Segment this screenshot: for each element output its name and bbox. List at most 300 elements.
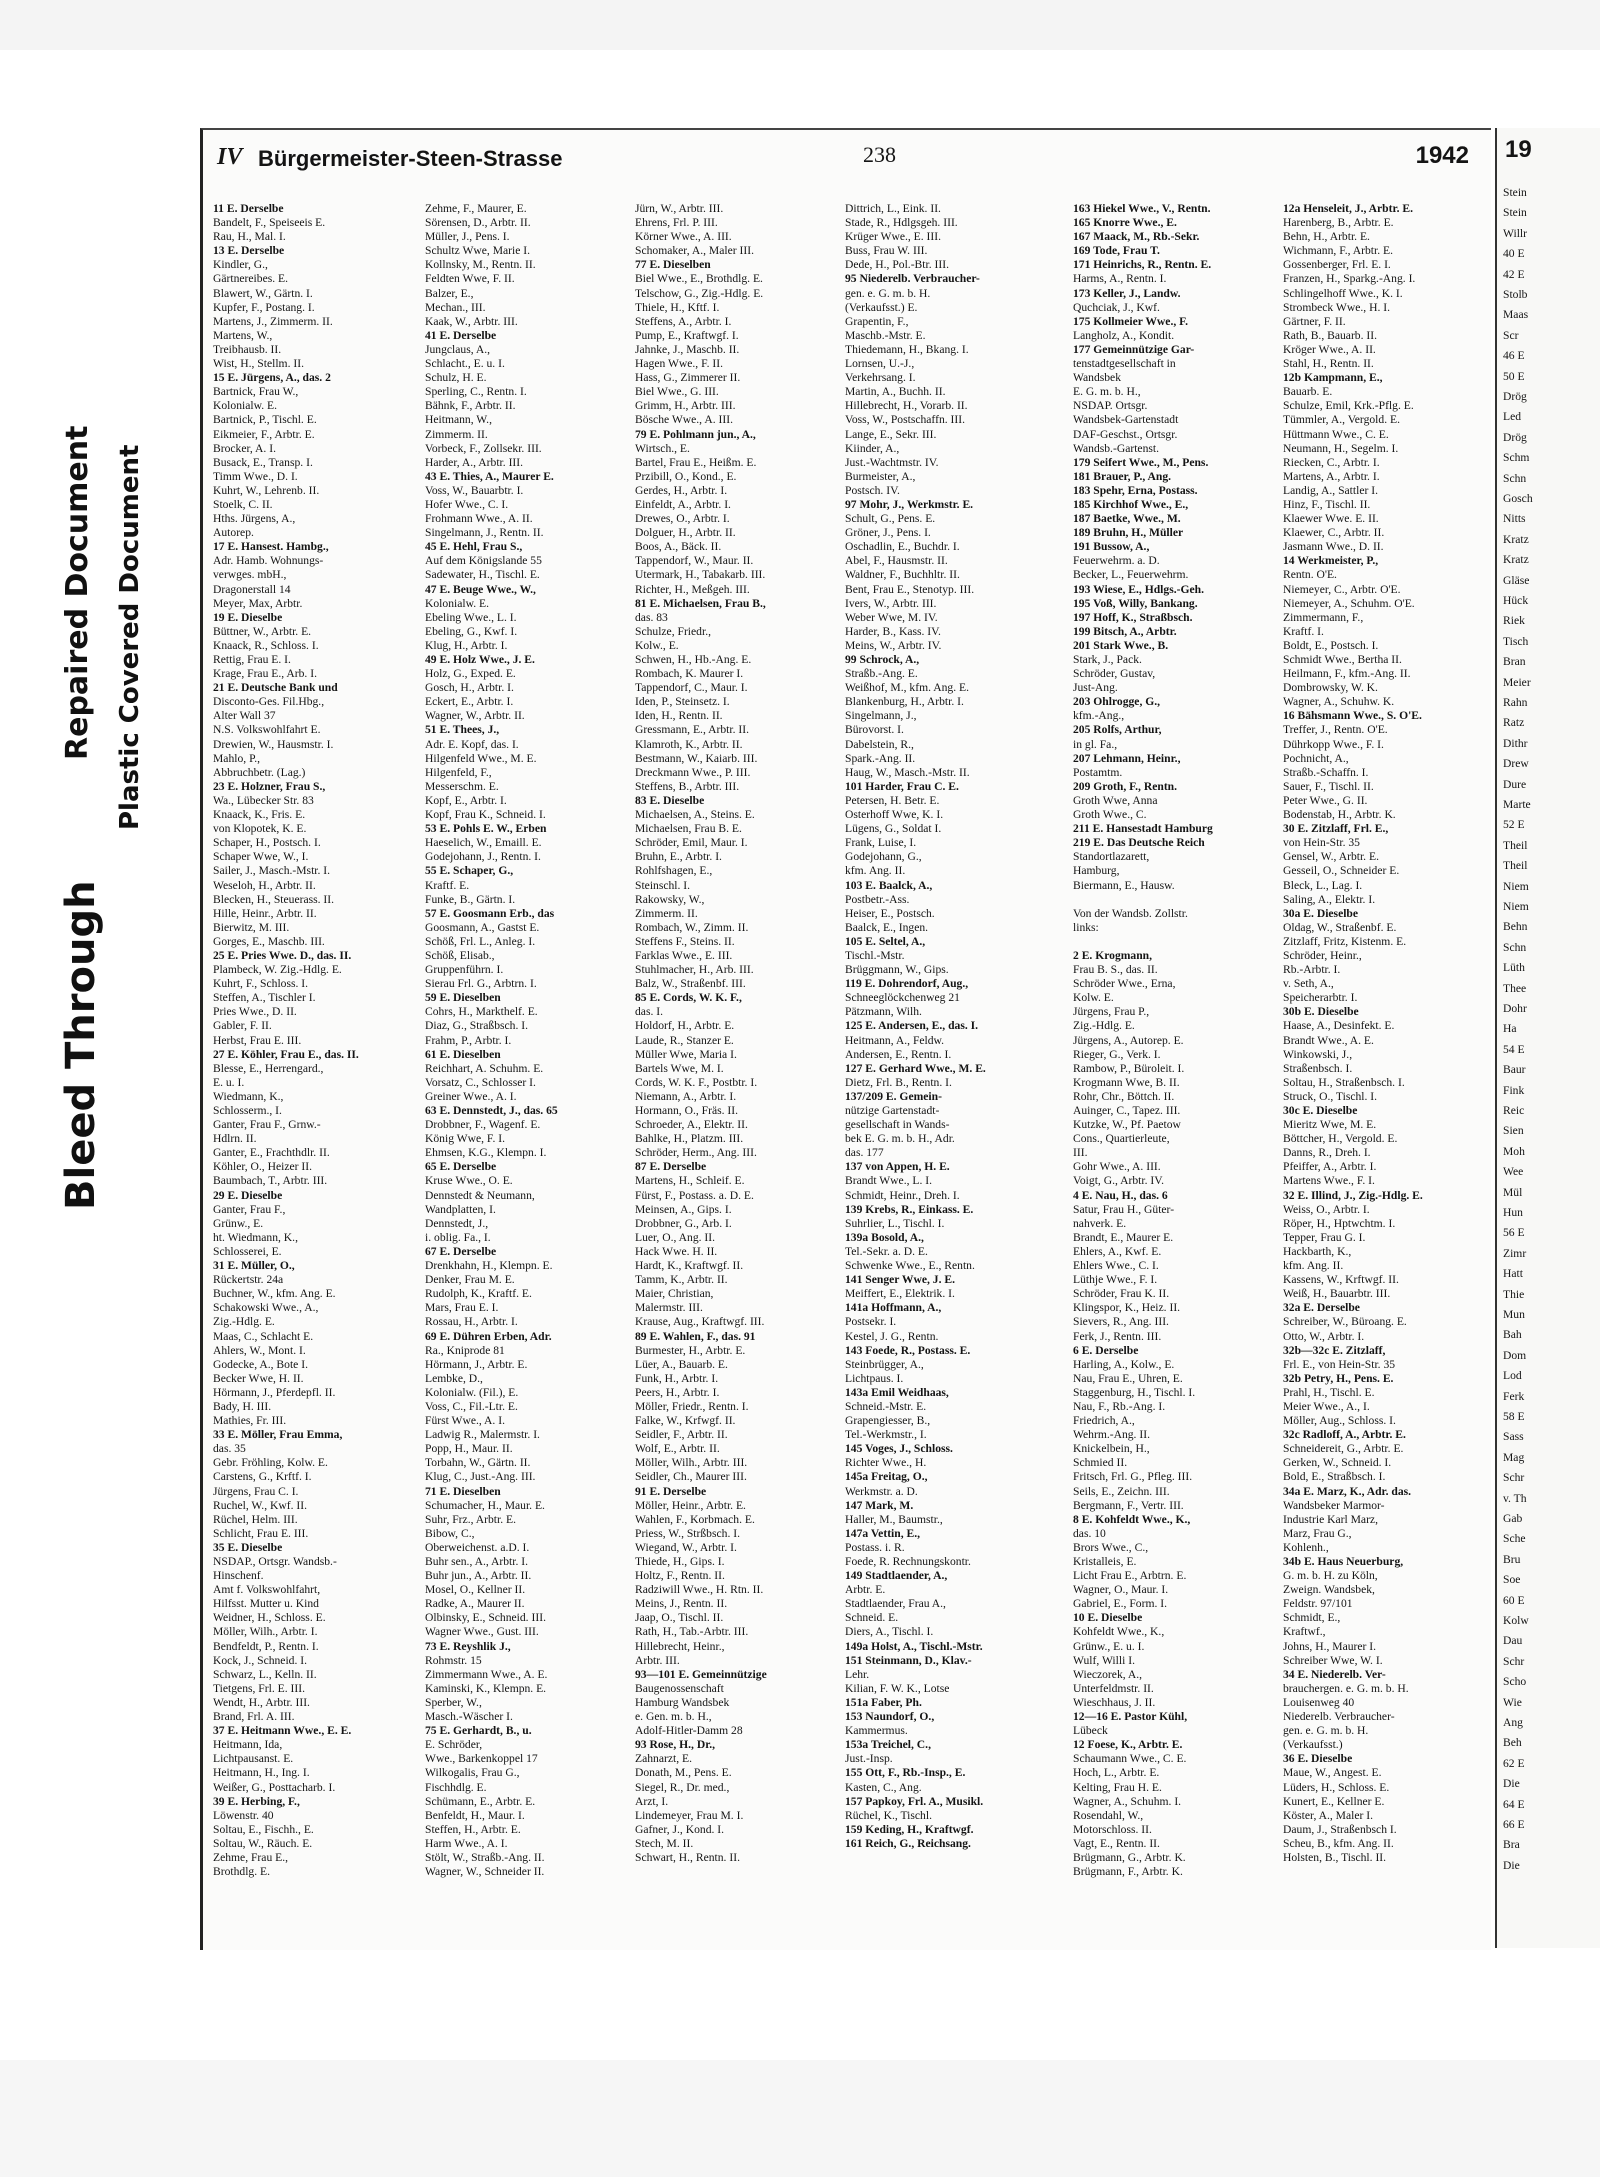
adjacent-page-fragment: Bah	[1503, 1328, 1522, 1342]
entry-line: Lindemeyer, Frau M. I.	[635, 1808, 744, 1822]
entry-line: Wist, H., Stellm. II.	[213, 357, 304, 371]
entry-line: Jasmann Wwe., D. II.	[1283, 540, 1384, 554]
entry-line: Wandplatten, I.	[425, 1202, 496, 1216]
entry-line: in gl. Fa.,	[1073, 737, 1118, 751]
entry-line: Lange, E., Sekr. III.	[845, 427, 937, 441]
entry-line: Reichhart, A. Schuhm. E.	[425, 1061, 544, 1075]
entry-line: 161 Reich, G., Reichsang.	[845, 1836, 971, 1850]
entry-line: 177 Gemeinnützige Gar-	[1073, 342, 1195, 356]
entry-line: Radziwill Wwe., H. Rtn. II.	[635, 1583, 764, 1597]
entry-line: Cons., Quartierleute,	[1073, 1132, 1170, 1146]
entry-line: Falke, W., Krfwgf. II.	[635, 1414, 736, 1428]
entry-line: Möller, Aug., Schloss. I.	[1283, 1414, 1396, 1428]
adjacent-page-fragment: Schn	[1503, 940, 1527, 954]
entry-line: Hackbarth, K.,	[1283, 1244, 1352, 1258]
entry-line: 34b E. Haus Neuerburg,	[1283, 1555, 1404, 1568]
entry-line: Wehrm.-Ang. II.	[1073, 1428, 1150, 1442]
entry-line: Cords, W. K. F., Postbtr. I.	[635, 1075, 758, 1089]
entry-line: Dabelstein, R.,	[845, 737, 914, 751]
entry-line: Heitmann, H., Ing. I.	[213, 1766, 310, 1780]
entry-line: Gossenberger, Frl. E. I.	[1283, 258, 1391, 272]
entry-line: Martens, A., Arbtr. I.	[1283, 469, 1380, 483]
entry-line: Richter, H., Meßgeh. III.	[635, 582, 750, 596]
entry-line: Gerken, W., Schneid. I.	[1283, 1456, 1392, 1470]
entry-line: 171 Heinrichs, R., Rentn. E.	[1073, 258, 1212, 272]
entry-line: Eckert, E., Arbtr. I.	[425, 695, 514, 709]
entry-line: Mars, Frau E. I.	[425, 1301, 499, 1315]
adjacent-page-fragment: 66 E	[1503, 1818, 1525, 1831]
entry-line: König Wwe, F. I.	[425, 1132, 506, 1146]
entry-line: Möller, Friedr., Rentn. I.	[635, 1399, 749, 1413]
entry-line: 43 E. Thies, A., Maurer E.	[425, 469, 554, 483]
entry-line: 157 Papkoy, Frl. A., Musikl.	[845, 1794, 984, 1808]
entry-line: Zehme, F., Maurer, E.	[425, 202, 527, 215]
adjacent-page-fragment: Die	[1503, 1858, 1520, 1872]
entry-line: Brügmann, F., Arbtr. K.	[1073, 1865, 1183, 1879]
entry-line: Kohfeldt Wwe., K.,	[1073, 1625, 1165, 1639]
entry-line: i. oblig. Fa., I.	[425, 1230, 491, 1244]
entry-line: Vorsatz, C., Schlosser I.	[425, 1075, 536, 1089]
entry-line: Iden, P., Steinsetz. I.	[635, 695, 730, 709]
entry-line: Schmidt, E.,	[1283, 1611, 1341, 1625]
entry-line: Abel, F., Hausmstr. II.	[845, 554, 948, 568]
entry-line: Thiede, H., Gips. I.	[635, 1555, 725, 1568]
entry-line: 16 Bähsmann Wwe., S. O'E.	[1283, 709, 1422, 723]
entry-line: 34 E. Niederelb. Ver-	[1283, 1667, 1386, 1681]
entry-line: N.S. Volkswohlfahrt E.	[213, 723, 321, 737]
entry-line: Riecken, C., Arbtr. I.	[1283, 455, 1380, 469]
directory-page	[200, 128, 1491, 1950]
adjacent-page-fragment: Reic	[1503, 1104, 1525, 1117]
entry-line: 30 E. Zitzlaff, Frl. E.,	[1283, 822, 1389, 836]
entry-line: Kelting, Frau H. E.	[1073, 1780, 1162, 1794]
entry-line: Pump, E., Kraftwgf. I.	[635, 328, 739, 342]
entry-line: 23 E. Holzner, Frau S.,	[213, 779, 326, 793]
entry-line: Schröder Wwe., Erna,	[1073, 977, 1176, 991]
entry-line: 179 Seifert Wwe., M., Pens.	[1073, 455, 1209, 469]
adjacent-page-fragment: 62 E	[1503, 1756, 1525, 1770]
entry-line: Köhler, O., Heizer II.	[213, 1160, 313, 1174]
entry-line: Stuhlmacher, H., Arb. III.	[635, 963, 754, 977]
entry-line: Soltau, E., Fischh., E.	[213, 1822, 314, 1836]
entry-line: Brand, Frl. A. III.	[213, 1710, 295, 1724]
adjacent-page-fragment: Sass	[1503, 1430, 1524, 1444]
entry-line: Wwe., Barkenkoppel 17	[425, 1752, 538, 1766]
entry-line: Marz, Frau G.,	[1283, 1526, 1352, 1540]
entry-line: Bady, H. III.	[213, 1399, 272, 1413]
entry-line: Funke, B., Gärtn. I.	[425, 892, 516, 906]
entry-line: Denker, Frau M. E.	[425, 1273, 515, 1287]
entry-line: 101 Harder, Frau C. E.	[845, 779, 959, 793]
entry-line: Klug, C., Just.-Ang. III.	[425, 1470, 536, 1484]
entry-line: 37 E. Heitmann Wwe., E. E.	[213, 1724, 352, 1738]
entry-line: Dombrowsky, W. K.	[1283, 681, 1378, 695]
entry-line: Langholz, A., Kondit.	[1073, 328, 1175, 342]
entry-line: 153 Naundorf, O.,	[845, 1710, 935, 1724]
entry-line: Tel.-Werkmstr., I.	[845, 1428, 927, 1442]
entry-line: Satur, Frau H., Güter-	[1073, 1202, 1175, 1216]
entry-line: Tietgens, Frl. E. III.	[213, 1681, 305, 1695]
entry-line: 105 E. Seltel, A.,	[845, 934, 926, 948]
adjacent-page-fragment: 40 E	[1503, 247, 1525, 261]
entry-line: Busack, E., Transp. I.	[213, 455, 313, 469]
entry-line: Michaelsen, Frau B. E.	[635, 822, 742, 836]
entry-line: Seidler, F., Arbtr. II.	[635, 1428, 728, 1442]
entry-line: Foede, R. Rechnungskontr.	[845, 1555, 971, 1568]
entry-line: das. 177	[845, 1146, 884, 1160]
entry-line: Schneidereit, G., Arbtr. E.	[1283, 1442, 1404, 1456]
entry-line: 73 E. Reyshlik J.,	[425, 1639, 511, 1653]
entry-line: Steinschl. I.	[635, 878, 691, 892]
entry-line: 30c E. Dieselbe	[1283, 1104, 1358, 1117]
entry-line: 85 E. Cords, W. K. F.,	[635, 991, 742, 1005]
entry-line: Staggenburg, H., Tischl. I.	[1073, 1385, 1196, 1399]
entry-line: Schwenke Wwe., E., Rentn.	[845, 1259, 975, 1273]
entry-line: Hths. Jürgens, A.,	[213, 512, 296, 526]
entry-line: Haug, W., Masch.-Mstr. II.	[845, 765, 970, 779]
entry-line: Böttcher, H., Vergold. E.	[1283, 1132, 1398, 1146]
entry-line: 31 E. Müller, O.,	[213, 1259, 295, 1273]
entry-line: 181 Brauer, P., Ang.	[1073, 469, 1172, 483]
entry-line: Kuhrt, F., Schloss. I.	[213, 977, 309, 991]
entry-line: Wiegand, W., Arbtr. I.	[635, 1540, 737, 1554]
entry-line: Oberweichenst. a.D. I.	[425, 1540, 530, 1554]
entry-line: Von der Wandsb. Zollstr.	[1073, 906, 1188, 920]
entry-line: Stade, R., Hdlgsgeh. III.	[845, 216, 958, 230]
section-number: IV	[217, 144, 243, 170]
entry-line: Schroeder, A., Elektr. II.	[635, 1118, 748, 1132]
entry-line: Holz, G., Exped. E.	[425, 667, 516, 681]
entry-line: Dede, H., Pol.-Btr. III.	[845, 258, 950, 272]
entry-line: Maas, C., Schlacht E.	[213, 1329, 314, 1343]
entry-line: Zimmermann, F.,	[1283, 610, 1364, 624]
entry-line: Kuhrt, W., Lehrenb. II.	[213, 483, 320, 497]
entry-line: 145 Voges, J., Schloss.	[845, 1442, 953, 1456]
page-number: 238	[863, 142, 896, 167]
adjacent-page-fragment: Hück	[1503, 594, 1529, 607]
entry-line: Lembke, D.,	[425, 1371, 483, 1385]
entry-line: Niederelb. Verbraucher-	[1283, 1710, 1395, 1724]
entry-line: Struck, O., Tischl. I.	[1283, 1089, 1378, 1103]
entry-line: 12—16 E. Pastor Kühl,	[1073, 1710, 1188, 1724]
entry-line: Priess, W., Strßbsch. I.	[635, 1526, 740, 1540]
entry-line: Franzen, H., Sparkg.-Ang. I.	[1283, 272, 1416, 286]
entry-line: 99 Schrock, A.,	[845, 653, 920, 666]
entry-line: Dittrich, L., Eink. II.	[845, 202, 941, 215]
entry-line: Wandsbeker Marmor-	[1283, 1498, 1385, 1512]
entry-line: Ehmsen, K.G., Klempn. I.	[425, 1146, 547, 1160]
adjacent-page-fragment: Gläse	[1503, 573, 1530, 587]
adjacent-page-fragment: 42 E	[1503, 267, 1525, 281]
entry-line: Drewien, W., Hausmstr. I.	[213, 737, 334, 751]
entry-line: 119 E. Dohrendorf, Aug.,	[845, 977, 969, 991]
adjacent-page-fragment: v. Th	[1503, 1491, 1527, 1505]
entry-line: 33 E. Möller, Frau Emma,	[213, 1428, 343, 1442]
adjacent-page-fragment: Thee	[1503, 981, 1527, 995]
entry-line: Iden, H., Rentn. II.	[635, 709, 723, 723]
entry-line: 12b Kampmann, E.,	[1283, 371, 1383, 385]
entry-line: Heitmann, W.,	[425, 413, 492, 427]
entry-line: Ganter, Frau F.,	[213, 1202, 286, 1216]
entry-column	[845, 202, 1063, 1942]
entry-line: 19 E. Dieselbe	[213, 610, 283, 624]
entry-line: Sperber, W.,	[425, 1695, 482, 1709]
entry-line: 63 E. Dennstedt, J., das. 65	[425, 1104, 558, 1117]
entry-line: Masch.-Wäscher I.	[425, 1710, 513, 1724]
entry-line: Kestel, J. G., Rentn.	[845, 1329, 939, 1343]
entry-line: DAF-Geschst., Ortsgr.	[1073, 427, 1178, 441]
entry-line: Harm Wwe., A. I.	[425, 1836, 508, 1850]
entry-line: 53 E. Pohls E. W., Erben	[425, 822, 547, 836]
adjacent-page-fragment: Niem	[1503, 900, 1529, 913]
entry-line: Wandsbek	[1073, 371, 1122, 385]
entry-line: Luer, O., Ang. II.	[635, 1230, 716, 1244]
entry-line: Ladwig R., Malermstr. I.	[425, 1428, 540, 1442]
entry-line: 125 E. Andersen, E., das. I.	[845, 1019, 979, 1033]
entry-line: Bandelt, F., Speiseeis E.	[213, 216, 326, 230]
entry-line: Heiser, E., Postsch.	[845, 906, 935, 920]
entry-line: Dennstedt, J.,	[425, 1216, 489, 1230]
adjacent-page-fragment: Kratz	[1503, 532, 1529, 546]
entry-line: Rohmstr. 15	[425, 1653, 482, 1667]
adjacent-page-fragment: Led	[1503, 410, 1522, 424]
entry-line: Postsch. IV.	[845, 483, 900, 497]
entry-line: Danns, R., Dreh. I.	[1283, 1146, 1371, 1160]
entry-line: 93—101 E. Gemeinnützige	[635, 1667, 767, 1681]
adjacent-page-fragment: Stein	[1503, 186, 1527, 199]
entry-line: 163 Hiekel Wwe., V., Rentn.	[1073, 202, 1211, 215]
entry-line: Stölt, W., Straßb.-Ang. II.	[425, 1850, 545, 1864]
entry-line: Carstens, G., Krftf. I.	[213, 1470, 312, 1484]
entry-line: Gesseil, O., Schneider E.	[1283, 864, 1400, 878]
entry-line: 75 E. Gerhardt, B., u.	[425, 1724, 532, 1738]
entry-line: Sierau Frl. G., Arbtrn. I.	[425, 977, 537, 991]
adjacent-page-fragment: Schn	[1503, 471, 1527, 485]
entry-line: Rohr, Chr., Böttch. II.	[1073, 1089, 1175, 1103]
adjacent-page-fragment: Beh	[1503, 1736, 1522, 1750]
entry-line: Rakowsky, W.,	[635, 892, 705, 906]
entry-line: Weiß, H., Bauarbtr. III.	[1283, 1287, 1391, 1301]
entry-line: Maschb.-Mstr. E.	[845, 328, 926, 342]
entry-line: Schröder, Gustav,	[1073, 667, 1156, 681]
entry-line: Postsekr. I.	[845, 1315, 897, 1329]
entry-line: das. 83	[635, 610, 668, 624]
entry-line: Messerschm. E.	[425, 779, 499, 793]
entry-line: Adr. E. Kopf, das. I.	[425, 737, 519, 751]
adjacent-page-fragment: Bran	[1503, 655, 1526, 669]
entry-line: Fritsch, Frl. G., Pfleg. III.	[1073, 1470, 1193, 1484]
entry-line: Schreiber, W., Büroang. E.	[1283, 1315, 1407, 1329]
entry-line: Treibhausb. II.	[213, 342, 282, 356]
entry-line: Krüger Wwe., E. III.	[845, 230, 942, 244]
entry-line: 11 E. Derselbe	[213, 202, 284, 215]
entry-line: Schöß, Frl. L., Anleg. I.	[425, 934, 536, 948]
entry-column	[1073, 202, 1273, 1942]
entry-line: verwges. mbH.,	[213, 568, 287, 582]
entry-line: Lornsen, U.-J.,	[845, 357, 915, 371]
entry-columns	[203, 202, 1491, 1942]
entry-line: Godecke, A., Bote I.	[213, 1357, 308, 1371]
entry-line: Kolonialw. E.	[213, 399, 277, 413]
entry-line: Brothdlg. E.	[213, 1865, 271, 1879]
adjacent-page-fragment: Dohr	[1503, 1002, 1527, 1015]
entry-line: Sörensen, D., Arbtr. II.	[425, 216, 531, 230]
entry-line: Kaminski, K., Klempn. E.	[425, 1681, 547, 1695]
adjacent-page-fragment: Stein	[1503, 206, 1527, 220]
adjacent-page-fragment: Wee	[1503, 1165, 1524, 1179]
entry-line: Vagt, E., Rentn. II.	[1073, 1836, 1160, 1850]
entry-line: Kock, J., Schneid. I.	[213, 1653, 308, 1667]
entry-line: Bartnick, P., Tischl. E.	[213, 413, 317, 427]
entry-line: Heitmann, Ida,	[213, 1738, 283, 1752]
entry-line: 197 Hoff, K., Straßbsch.	[1073, 610, 1193, 624]
entry-line: Straßb.-Schaffn. I.	[1283, 765, 1369, 779]
entry-line: Schwart, H., Rentn. II.	[635, 1850, 740, 1864]
entry-line: Ahlers, W., Mont. I.	[213, 1343, 306, 1357]
adjacent-page-fragment: Willr	[1503, 226, 1528, 240]
entry-line: (Verkaufsst.)	[1283, 1738, 1343, 1752]
entry-line: Kolw. E.	[1073, 991, 1114, 1005]
entry-line: Weidner, H., Schloss. E.	[213, 1611, 326, 1625]
entry-line: Brandt Wwe., L. I.	[845, 1174, 933, 1188]
adjacent-page-fragment: Mül	[1503, 1185, 1523, 1199]
entry-line: Niemeyer, A., Schuhm. O'E.	[1283, 596, 1415, 610]
entry-line: Meinsen, A., Gips. I.	[635, 1202, 732, 1216]
entry-line: Schulze, Emil, Krk.-Pflg. E.	[1283, 399, 1414, 413]
entry-line: Schmidt Wwe., Bertha II.	[1283, 653, 1402, 666]
adjacent-page-fragment: 54 E	[1503, 1042, 1525, 1056]
entry-line: Harder, B., Kass. IV.	[845, 624, 941, 638]
entry-line: Löwenstr. 40	[213, 1808, 274, 1822]
entry-line: Mechan., III.	[425, 300, 486, 314]
entry-line: Auinger, C., Tapez. III.	[1073, 1104, 1181, 1117]
entry-line: G. m. b. H. zu Köln,	[1283, 1569, 1378, 1583]
entry-line: Gafner, J., Kond. I.	[635, 1822, 725, 1836]
entry-line: Baugenossenschaft	[635, 1681, 724, 1695]
entry-line: Zahnarzt, E.	[635, 1752, 692, 1766]
entry-line: Wagner Wwe., Gust. III.	[425, 1625, 539, 1639]
entry-line: Baalck, E., Ingen.	[845, 920, 929, 934]
entry-line: Röper, H., Hptwchtm. I.	[1283, 1216, 1396, 1230]
entry-line: Ivers, W., Arbtr. III.	[845, 596, 937, 610]
entry-line: Jaap, O., Tischl. II.	[635, 1611, 724, 1625]
entry-line: Zitzlaff, Fritz, Kistenm. E.	[1283, 934, 1407, 948]
entry-line: Rudolph, K., Kraftf. E.	[425, 1287, 532, 1301]
entry-line: Licht Frau E., Arbtrn. E.	[1073, 1569, 1187, 1583]
entry-line: 35 E. Dieselbe	[213, 1540, 283, 1554]
entry-line: NSDAP., Ortsgr. Wandsb.-	[213, 1555, 337, 1568]
entry-line: Prahl, H., Tischl. E.	[1283, 1385, 1375, 1399]
entry-column	[425, 202, 625, 1942]
entry-line: Hagen Wwe., F. II.	[635, 357, 724, 371]
entry-column	[1283, 202, 1487, 1942]
entry-line: 203 Ohlrogge, G.,	[1073, 695, 1161, 709]
entry-line: Hormann, O., Fräs. II.	[635, 1104, 739, 1117]
entry-line: Lüders, H., Schloss. E.	[1283, 1780, 1390, 1794]
entry-line: Rentn. O'E.	[1283, 568, 1337, 582]
entry-line: Speicherarbtr. I.	[1283, 991, 1358, 1005]
entry-line: Schwen, H., Hb.-Ang. E.	[635, 653, 752, 666]
entry-line: Zig.-Hdlg. E.	[213, 1315, 275, 1329]
entry-line: Drobbner, G., Arb. I.	[635, 1216, 732, 1230]
entry-line: 6 E. Derselbe	[1073, 1343, 1139, 1357]
entry-line: e. Gen. m. b. H.,	[635, 1710, 712, 1724]
entry-line: III.	[1073, 1146, 1088, 1160]
entry-line: Schlicht, Frau E. III.	[213, 1526, 309, 1540]
entry-line: Kasten, C., Ang.	[845, 1780, 922, 1794]
entry-line: Laude, R., Stanzer E.	[635, 1033, 734, 1047]
entry-line: Sperling, C., Rentn. I.	[425, 385, 527, 399]
entry-line: Funk, H., Arbtr. I.	[635, 1371, 719, 1385]
entry-line: Wieschhaus, J. II.	[1073, 1695, 1156, 1709]
entry-line: Cohrs, H., Markthelf. E.	[425, 1005, 538, 1019]
entry-line: 199 Bitsch, A., Arbtr.	[1073, 624, 1177, 638]
entry-line: Haase, A., Desinfekt. E.	[1283, 1019, 1395, 1033]
entry-line: Kolw., E.	[635, 638, 679, 652]
adjacent-page-fragment: Nitts	[1503, 512, 1526, 526]
entry-line: Mieritz Wwe, M. E.	[1283, 1118, 1377, 1132]
entry-line: Kraftf. I.	[1283, 624, 1324, 638]
entry-line: Zimmerm. II.	[425, 427, 488, 441]
entry-line: Quchciak, J., Kwf.	[1073, 300, 1160, 314]
entry-line: 89 E. Wahlen, F., das. 91	[635, 1329, 756, 1343]
entry-line: Baumbach, T., Arbtr. III.	[213, 1174, 328, 1188]
adjacent-page-fragment: Dure	[1503, 777, 1527, 791]
entry-line: Verkehrsang. I.	[845, 371, 916, 385]
entry-line: Klamroth, K., Arbtr. II.	[635, 737, 743, 751]
adjacent-page-fragment: Kolw	[1503, 1614, 1529, 1627]
entry-line: 83 E. Dieselbe	[635, 793, 705, 807]
entry-line: Kraftf. E.	[425, 878, 470, 892]
entry-line: 149 Stadtlaender, A.,	[845, 1569, 948, 1583]
entry-line: Schreiber Wwe, W. I.	[1283, 1653, 1383, 1667]
entry-line: Bürovorst. I.	[845, 723, 904, 737]
adjacent-page-fragment: Maas	[1503, 308, 1529, 322]
entry-line	[1073, 893, 1273, 907]
entry-line: Wandsb.-Gartenst.	[1073, 441, 1159, 455]
entry-line: Brügmann, G., Arbtr. K.	[1073, 1850, 1186, 1864]
adjacent-page-fragment: 58 E	[1503, 1410, 1525, 1423]
adjacent-page-fragment: Stolb	[1503, 288, 1528, 301]
entry-line: Rüchel, K., Tischl.	[845, 1808, 932, 1822]
adjacent-page-fragment: Dau	[1503, 1634, 1523, 1648]
entry-line: Blecken, H., Steuerass. II.	[213, 892, 335, 906]
entry-line: Wagner, W., Arbtr. II.	[425, 709, 525, 723]
entry-line: Rb.-Arbtr. I.	[1283, 963, 1341, 977]
entry-line: Bähnk, F., Arbtr. II.	[425, 399, 516, 413]
entry-line: Köster, A., Maler I.	[1283, 1808, 1374, 1822]
entry-line: Schlacht., E. u. I.	[425, 357, 505, 371]
adjacent-page-fragment: Drew	[1503, 757, 1529, 771]
entry-line: Wandsbek-Gartenstadt	[1073, 413, 1179, 427]
entry-line: Kupfer, F., Postang. I.	[213, 300, 315, 314]
entry-line: Hack Wwe. H. II.	[635, 1244, 718, 1258]
entry-line: Gerdes, H., Arbtr. I.	[635, 483, 728, 497]
entry-line: Bösche Wwe., A. III.	[635, 413, 733, 427]
entry-line: Seils, E., Zeichn. III.	[1073, 1484, 1170, 1498]
entry-line: Biermann, E., Hausw.	[1073, 878, 1175, 892]
entry-line: von Klopotek, K. E.	[213, 822, 307, 836]
entry-line: Frank, Luise, I.	[845, 836, 917, 850]
entry-line: Steffens, B., Arbtr. III.	[635, 779, 740, 793]
entry-line: Benfeldt, H., Maur. I.	[425, 1808, 525, 1822]
entry-line: 55 E. Schaper, G.,	[425, 864, 514, 878]
entry-line: 175 Kollmeier Wwe., F.	[1073, 314, 1189, 328]
entry-line: Steffen, A., Tischler I.	[213, 991, 316, 1005]
entry-line: 201 Stark Wwe., B.	[1073, 638, 1169, 652]
entry-line: 141 Senger Wwe, J. E.	[845, 1273, 956, 1287]
entry-line: Frau B. S., das. II.	[1073, 963, 1158, 977]
